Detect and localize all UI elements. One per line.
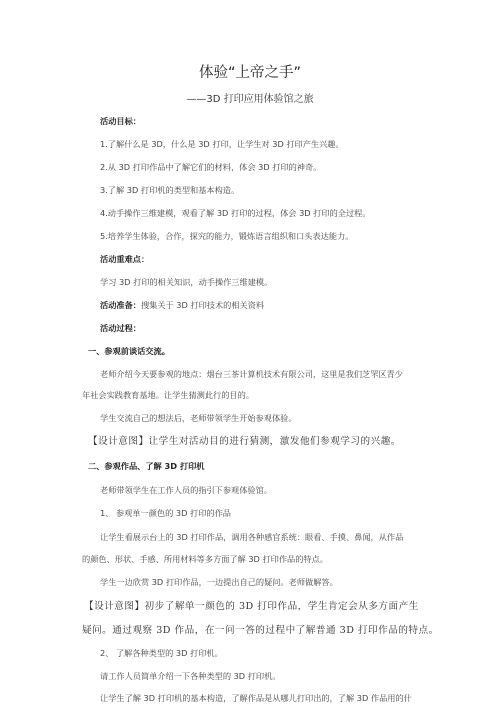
section-2-subheading-1: 1、 参观单一颜色的 3D 打印的作品 bbox=[100, 508, 231, 518]
goal-item-5: 5.培养学生体验，合作，探究的能力，锻炼语言组织和口头表达能力。 bbox=[100, 231, 354, 241]
goal-item-3: 3.了解 3D 打印机的类型和基本构造。 bbox=[100, 185, 240, 195]
section-1-paragraph-2: 学生交流自己的想法后，老师带领学生开始参观体验。 bbox=[100, 413, 297, 423]
section-2-paragraph-4: 请工作人员简单介绍一下各种类型的 3D 打印机。 bbox=[100, 671, 281, 681]
section-1-paragraph-1a: 老师介绍今天要参观的地点：烟台三茶计算机技术有限公司，这里是我们芝罘区青少 bbox=[100, 369, 403, 379]
section-1-heading: 一、参观前谈话交流。 bbox=[88, 346, 170, 356]
section-2-subheading-2: 2、 了解各种类型的 3D 打印机。 bbox=[100, 648, 223, 658]
goal-item-4: 4.动手操作三维建模，观看了解 3D 打印的过程，体会 3D 打印的全过程。 bbox=[100, 208, 371, 218]
section-2-heading: 二、参观作品、了解 3D 打印机 bbox=[88, 461, 205, 471]
process-heading: 活动过程： bbox=[100, 323, 141, 333]
goals-heading: 活动目标： bbox=[100, 116, 141, 126]
document-title: 体验“上帝之手” bbox=[198, 65, 302, 81]
key-points-heading: 活动重难点： bbox=[100, 254, 150, 264]
document-subtitle: ——3D 打印应用体验馆之旅 bbox=[186, 94, 314, 105]
section-1-paragraph-1b: 年社会实践教育基地。让学生猜测此行的目的。 bbox=[82, 390, 254, 400]
section-2-paragraph-1: 老师带领学生在工作人员的指引下参观体验馆。 bbox=[100, 485, 272, 495]
design-intent-note-2b: 疑问。通过观察 3D 作品，在一问一答的过程中了解普通 3D 打印作品的特点。 bbox=[82, 625, 439, 636]
design-intent-note-1: 【设计意图】让学生对活动目的进行猜测，激发他们参观学习的兴趣。 bbox=[88, 436, 401, 447]
section-2-paragraph-2a: 让学生看展示台上的 3D 打印作品，调用各种感官系统：眼看、手摸、鼻闻，从作品 bbox=[100, 532, 404, 542]
section-2-paragraph-2b: 的颜色、形状、手感、所用材料等多方面了解 3D 打印作品的特点。 bbox=[82, 554, 328, 564]
section-2-paragraph-5: 让学生了解 3D 打印机的基本构造，了解作品是从哪儿打印出的，了解 3D 作品用的什 bbox=[100, 693, 412, 703]
design-intent-note-2a: 【设计意图】初步了解单一颜色的 3D 打印作品，学生肯定会从多方面产生 bbox=[84, 601, 419, 612]
goal-item-2: 2.从 3D 打印作品中了解它们的材料，体会 3D 打印的神奇。 bbox=[100, 162, 322, 172]
key-points-text: 学习 3D 打印的相关知识，动手操作三维建模。 bbox=[100, 277, 273, 287]
goal-item-1: 1.了解什么是 3D，什么是 3D 打印，让学生对 3D 打印产生兴趣。 bbox=[100, 139, 344, 149]
section-2-paragraph-3: 学生一边欣赏 3D 打印作品，一边提出自己的疑问。老师做解答。 bbox=[100, 577, 338, 587]
preparation-label: 活动准备： bbox=[100, 300, 141, 310]
preparation-line bbox=[100, 299, 264, 311]
preparation-text: 搜集关于 3D 打印技术的相关资料 bbox=[140, 300, 265, 310]
